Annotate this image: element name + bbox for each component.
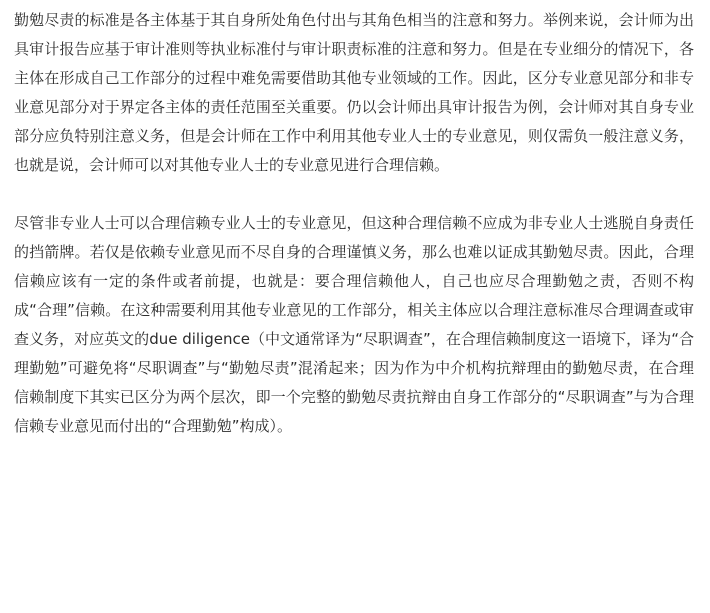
document-body: [14, 6, 694, 441]
paragraph-2: 尽管非专业人士可以合理信赖专业人士的专业意见，但这种合理信赖不应成为非专业人士逃脱自身责任的挡箭牌。若仅是依赖专业意见而不尽自身的合理谨慎义务，那么也难以证成其勤勉尽责。因此，合理信赖应该有一定的条件或者前提，也就是：要合理信赖他人，自己也应尽合理勤勉之责，否则不构成“合理”信赖。在这种需要利用其他专业意见的工作部分，相关主体应以合理注意标准尽合理调查或审查义务，对应英文的due diligence（中文通常译为“尽职调查”，在合理信赖制度这一语境下，译为“合理勤勉”可避免将“尽职调查”与“勤勉尽责”混淆起来；因为作为中介机构抗辩理由的勤勉尽责，在合理信赖制度下其实已区分为两个层次，即一个完整的勤勉尽责抗辩由自身工作部分的“尽职调查”与为合理信赖专业意见而付出的“合理勤勉”构成）。: [14, 214, 694, 435]
paragraph-1: 勤勉尽责的标准是各主体基于其自身所处角色付出与其角色相当的注意和努力。举例来说，会计师为出具审计报告应基于审计准则等执业标准付与审计职责标准的注意和努力。但是在专业细分的情况下，各主体在形成自己工作部分的过程中难免需要借助其他专业领域的工作。因此，区分专业意见部分和非专业意见部分对于界定各主体的责任范围至关重要。仍以会计师出具审计报告为例，会计师对其自身专业部分应负特别注意义务，但是会计师在工作中利用其他专业人士的专业意见，则仅需负一般注意义务，也就是说，会计师可以对其他专业人士的专业意见进行合理信赖。: [14, 11, 694, 174]
